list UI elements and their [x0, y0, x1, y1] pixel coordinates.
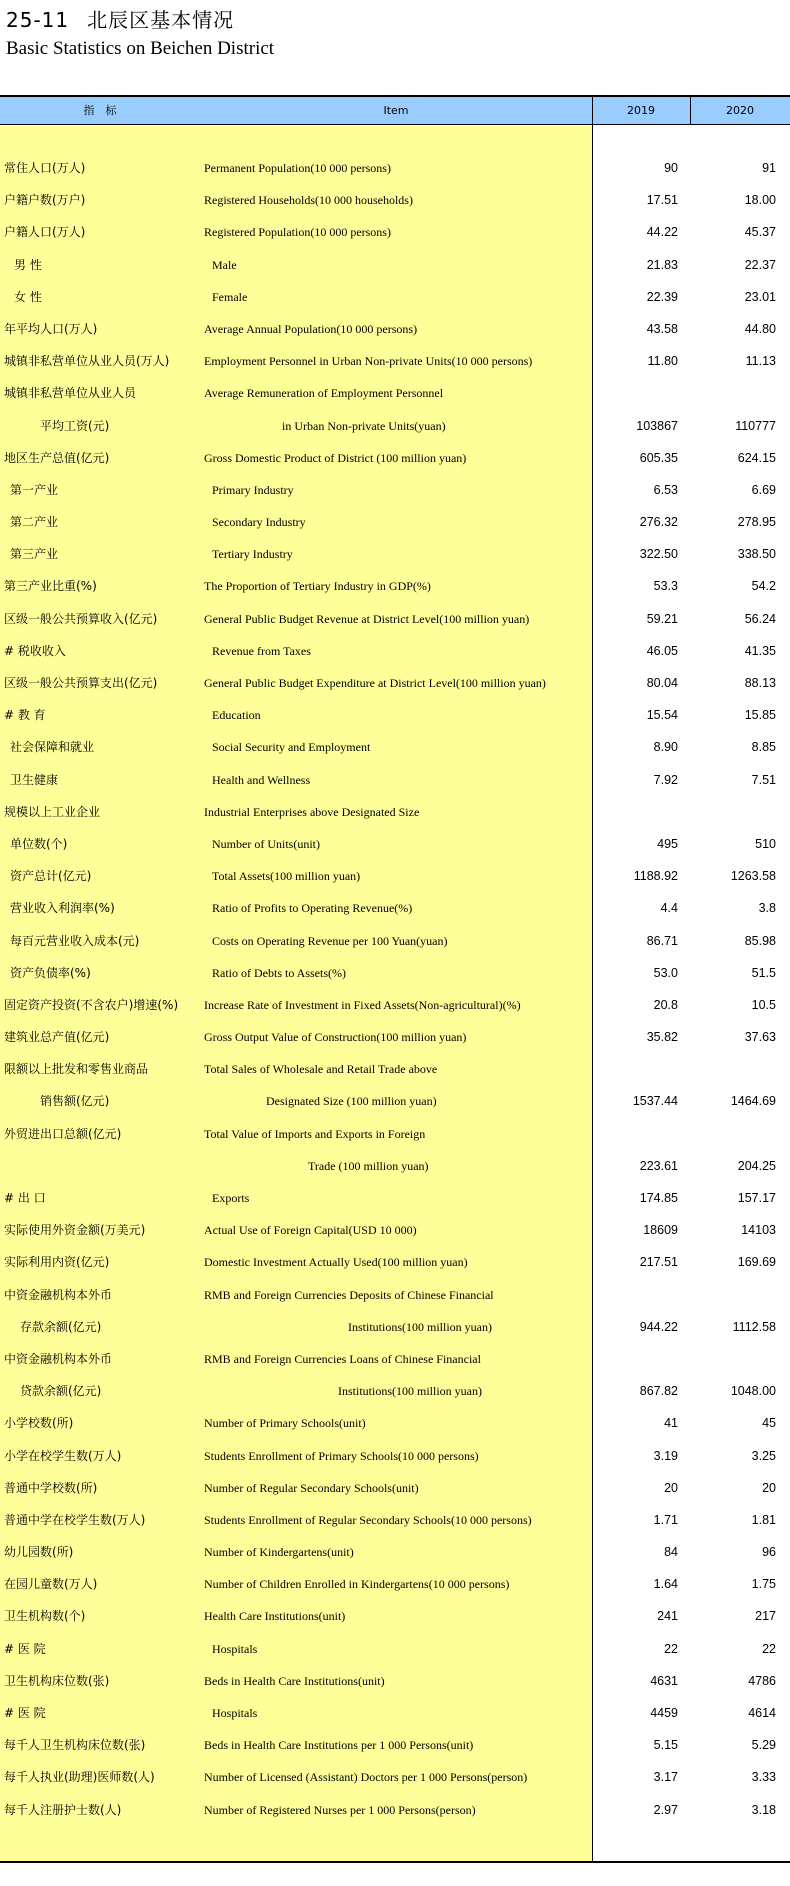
- table-row: [0, 603, 790, 635]
- value-2019: 15.54: [646, 708, 678, 723]
- row-label-cn: 每千人卫生机构床位数(张): [4, 1738, 146, 1753]
- value-2020: 37.63: [744, 1030, 776, 1045]
- row-label-cn: 区级一般公共预算收入(亿元): [4, 611, 158, 626]
- row-label-en: Domestic Investment Actually Used(100 million yuan): [204, 1255, 468, 1270]
- row-label-cn: 普通中学校数(所): [4, 1480, 98, 1495]
- value-2020: 11.13: [745, 354, 776, 369]
- row-label-en: Health Care Institutions(unit): [204, 1609, 346, 1624]
- value-2019: 4631: [650, 1673, 678, 1688]
- row-label-cn: 男 性: [14, 257, 42, 272]
- row-label-en: Number of Primary Schools(unit): [204, 1416, 366, 1431]
- row-label-en: Number of Units(unit): [212, 836, 320, 851]
- row-label-cn: 户籍人口(万人): [4, 225, 86, 240]
- row-label-cn: 平均工资(元): [40, 418, 110, 433]
- value-2019: 59.21: [646, 611, 678, 626]
- row-label-cn: 城镇非私营单位从业人员: [4, 386, 137, 401]
- row-label-en: Beds in Health Care Institutions per 1 000 Persons(unit): [204, 1738, 474, 1753]
- table-row: [0, 1182, 790, 1214]
- value-2019: 7.92: [653, 772, 678, 787]
- value-2019: 18609: [643, 1223, 678, 1238]
- value-2020: 1112.58: [732, 1319, 776, 1334]
- table-row: [0, 249, 790, 281]
- table-row: [0, 506, 790, 538]
- table-row: [0, 377, 790, 409]
- row-label-en: Institutions(100 million yuan): [348, 1319, 492, 1334]
- row-label-cn: 中资金融机构本外币: [4, 1351, 113, 1366]
- row-label-cn: # 税收收入: [4, 643, 66, 658]
- value-2019: 103867: [636, 418, 678, 433]
- row-label-cn: 第二产业: [10, 515, 59, 530]
- table-title-en: Basic Statistics on Beichen District: [6, 38, 275, 59]
- row-label-cn: 每千人注册护士数(人): [4, 1802, 122, 1817]
- row-label-en: Social Security and Employment: [212, 740, 371, 755]
- row-label-cn: 第三产业: [10, 547, 59, 562]
- value-2020: 91: [762, 161, 776, 175]
- row-label-en: RMB and Foreign Currencies Loans of Chinese Financial: [204, 1351, 481, 1366]
- value-2020: 4614: [748, 1706, 776, 1720]
- row-label-en: Hospitals: [212, 1641, 258, 1656]
- table-row: [0, 345, 790, 377]
- value-2020: 510: [755, 836, 776, 851]
- value-2020: 3.18: [751, 1802, 776, 1817]
- row-label-en: Total Sales of Wholesale and Retail Trade above: [204, 1062, 438, 1077]
- row-label-en: The Proportion of Tertiary Industry in GDP(%): [204, 579, 431, 594]
- table-row: [0, 538, 790, 570]
- row-label-cn: 社会保障和就业: [10, 740, 95, 755]
- row-label-en: RMB and Foreign Currencies Deposits of Chinese Financial: [204, 1287, 494, 1302]
- table-row: [0, 892, 790, 924]
- row-label-en: Revenue from Taxes: [212, 643, 311, 658]
- row-label-cn: 在园儿童数(万人): [4, 1577, 98, 1592]
- table-title-cn: [6, 4, 234, 33]
- value-2020: 44.80: [744, 321, 776, 336]
- value-2020: 18.00: [744, 193, 776, 208]
- table-row: [0, 1150, 790, 1182]
- row-label-cn: 资产负债率(%): [10, 965, 91, 980]
- value-2019: 80.04: [646, 676, 678, 690]
- value-2020: 3.25: [751, 1448, 776, 1463]
- row-label-en: Number of Licensed (Assistant) Doctors per 1 000 Persons(person): [204, 1770, 528, 1785]
- row-label-cn: 区级一般公共预算支出(亿元): [4, 676, 158, 690]
- table-row: [0, 1407, 790, 1439]
- table-row: [0, 828, 790, 860]
- row-label-en: Students Enrollment of Regular Secondary Schools(10 000 persons): [204, 1512, 532, 1527]
- statistics-table: [0, 95, 790, 1863]
- row-label-en: Students Enrollment of Primary Schools(10 000 persons): [204, 1448, 479, 1463]
- table-header: [0, 95, 790, 125]
- table-row: [0, 184, 790, 216]
- table-row: [0, 281, 790, 313]
- table-row: [0, 635, 790, 667]
- row-label-en: Exports: [212, 1191, 250, 1205]
- row-label-en: Number of Regular Secondary Schools(unit): [204, 1480, 419, 1495]
- value-2019: 43.58: [646, 321, 678, 336]
- table-row: [0, 1633, 790, 1665]
- row-label-cn: 女 性: [14, 289, 42, 304]
- row-label-cn: 户籍户数(万户): [4, 193, 86, 208]
- table-row: [0, 925, 790, 957]
- table-row: [0, 1794, 790, 1826]
- row-label-en: General Public Budget Expenditure at District Level(100 million yuan): [204, 676, 546, 690]
- value-2019: 21.83: [646, 257, 678, 272]
- table-row: [0, 1085, 790, 1117]
- value-2020: 45: [762, 1416, 776, 1431]
- row-label-en: General Public Budget Revenue at District Level(100 million yuan): [204, 611, 530, 626]
- table-body: [0, 152, 790, 1826]
- row-label-cn: 固定资产投资(不含农户)增速(%): [4, 997, 179, 1012]
- value-2019: 495: [657, 836, 678, 851]
- row-label-en: in Urban Non-private Units(yuan): [282, 418, 446, 433]
- row-label-cn: 卫生机构数(个): [4, 1609, 86, 1624]
- table-row: [0, 1697, 790, 1729]
- row-label-en: Female: [212, 289, 248, 304]
- value-2020: 1.81: [751, 1512, 776, 1527]
- value-2019: 53.0: [653, 965, 678, 980]
- row-label-en: Institutions(100 million yuan): [338, 1384, 482, 1399]
- header-2019: 2019: [627, 104, 655, 117]
- row-label-en: Tertiary Industry: [212, 547, 293, 562]
- row-label-en: Health and Wellness: [212, 772, 311, 787]
- row-label-en: Designated Size (100 million yuan): [266, 1094, 437, 1109]
- row-label-en: Registered Population(10 000 persons): [204, 225, 391, 240]
- table-row: [0, 699, 790, 731]
- row-label-cn: 年平均人口(万人): [4, 321, 98, 336]
- row-label-cn: 地区生产总值(亿元): [4, 450, 110, 465]
- value-2020: 278.95: [737, 515, 776, 530]
- table-row: [0, 410, 790, 442]
- row-label-cn: 限额以上批发和零售业商品: [4, 1062, 149, 1077]
- row-label-en: Number of Registered Nurses per 1 000 Persons(person): [204, 1802, 476, 1817]
- value-2020: 8.85: [751, 740, 776, 755]
- row-label-en: Actual Use of Foreign Capital(USD 10 000): [204, 1223, 417, 1238]
- table-row: [0, 570, 790, 602]
- row-label-en: Beds in Health Care Institutions(unit): [204, 1673, 385, 1688]
- table-row: [0, 989, 790, 1021]
- value-2019: 90: [664, 161, 678, 175]
- table-row: [0, 1568, 790, 1600]
- value-2020: 204.25: [737, 1158, 776, 1173]
- row-label-cn: 卫生健康: [10, 772, 59, 787]
- row-label-cn: 规模以上工业企业: [4, 804, 101, 819]
- value-2019: 20: [664, 1480, 678, 1495]
- value-2019: 22: [664, 1641, 678, 1656]
- row-label-cn: 贷款余额(亿元): [20, 1384, 102, 1399]
- value-2020: 45.37: [744, 225, 776, 240]
- row-label-en: Ratio of Debts to Assets(%): [212, 965, 346, 980]
- row-label-cn: 第一产业: [10, 482, 59, 497]
- table-row: [0, 667, 790, 699]
- value-2019: 17.51: [646, 193, 678, 208]
- value-2019: 1.64: [653, 1577, 678, 1592]
- value-2019: 2.97: [653, 1802, 678, 1817]
- value-2020: 1263.58: [730, 869, 776, 884]
- table-number: 25-11: [6, 8, 70, 32]
- row-label-en: Increase Rate of Investment in Fixed Assets(Non-agricultural)(%): [204, 997, 521, 1012]
- value-2020: 85.98: [744, 933, 776, 948]
- row-label-en: Industrial Enterprises above Designated Size: [204, 804, 420, 819]
- value-2019: 605.35: [639, 450, 678, 465]
- value-2019: 22.39: [646, 289, 678, 304]
- row-label-cn: 实际利用内资(亿元): [4, 1255, 110, 1270]
- table-row: [0, 957, 790, 989]
- value-2020: 41.35: [744, 643, 776, 658]
- value-2019: 3.17: [653, 1770, 678, 1785]
- value-2019: 276.32: [639, 515, 678, 530]
- table-row: [0, 1504, 790, 1536]
- value-2019: 6.53: [653, 482, 678, 497]
- value-2019: 867.82: [639, 1384, 678, 1399]
- row-label-cn: 中资金融机构本外币: [4, 1287, 113, 1302]
- value-2019: 217.51: [639, 1255, 678, 1270]
- table-row: [0, 1761, 790, 1793]
- value-2019: 11.80: [647, 354, 678, 369]
- value-2020: 1048.00: [730, 1384, 776, 1399]
- row-label-en: Employment Personnel in Urban Non-private Units(10 000 persons): [204, 354, 533, 369]
- value-2019: 4459: [650, 1706, 678, 1720]
- value-2019: 3.19: [653, 1448, 678, 1463]
- value-2020: 15.85: [744, 708, 776, 723]
- table-row: [0, 1665, 790, 1697]
- table-row: [0, 1729, 790, 1761]
- row-label-cn: 常住人口(万人): [4, 161, 86, 175]
- row-label-en: Number of Children Enrolled in Kindergartens(10 000 persons): [204, 1577, 510, 1592]
- table-row: [0, 216, 790, 248]
- value-2020: 217: [755, 1609, 776, 1624]
- row-label-cn: # 医 院: [4, 1641, 46, 1656]
- row-label-cn: 卫生机构床位数(张): [4, 1673, 110, 1688]
- value-2019: 1537.44: [632, 1094, 678, 1109]
- value-2019: 46.05: [646, 643, 678, 658]
- table-row: [0, 1053, 790, 1085]
- row-label-cn: 资产总计(亿元): [10, 869, 92, 884]
- value-2019: 5.15: [653, 1738, 678, 1753]
- table-row: [0, 1600, 790, 1632]
- table-row: [0, 1214, 790, 1246]
- value-2020: 3.8: [758, 901, 776, 916]
- row-label-en: Costs on Operating Revenue per 100 Yuan(yuan): [212, 933, 448, 948]
- header-indicator: 指 标: [83, 104, 117, 117]
- table-row: [0, 313, 790, 345]
- row-label-en: Ratio of Profits to Operating Revenue(%): [212, 901, 413, 916]
- row-label-cn: 销售额(亿元): [40, 1094, 110, 1109]
- table-row: [0, 1536, 790, 1568]
- value-2020: 1.75: [751, 1577, 776, 1592]
- value-2019: 8.90: [653, 740, 678, 755]
- row-label-en: Registered Households(10 000 households): [204, 193, 413, 208]
- row-label-cn: # 出 口: [4, 1191, 46, 1205]
- value-2019: 44.22: [646, 225, 678, 240]
- row-label-en: Trade (100 million yuan): [308, 1158, 429, 1173]
- header-item: Item: [383, 104, 409, 117]
- table-row: [0, 1375, 790, 1407]
- title-cn-text: 北辰区基本情况: [87, 8, 235, 32]
- value-2020: 7.51: [751, 772, 776, 787]
- value-2019: 174.85: [639, 1191, 678, 1205]
- value-2020: 5.29: [751, 1738, 776, 1753]
- row-label-cn: # 教 育: [4, 708, 46, 723]
- table-row: [0, 796, 790, 828]
- value-2019: 41: [664, 1416, 678, 1431]
- value-2019: 223.61: [639, 1158, 678, 1173]
- value-2020: 4786: [748, 1673, 776, 1688]
- row-label-en: Average Remuneration of Employment Personnel: [204, 386, 444, 401]
- row-label-cn: 每千人执业(助理)医师数(人): [4, 1770, 155, 1785]
- value-2020: 54.2: [751, 579, 776, 594]
- table-row: [0, 860, 790, 892]
- value-2019: 53.3: [653, 579, 678, 594]
- table-row: [0, 1343, 790, 1375]
- table-row: [0, 731, 790, 763]
- row-label-en: Secondary Industry: [212, 515, 306, 530]
- table-row: [0, 152, 790, 184]
- value-2020: 22.37: [744, 257, 776, 272]
- row-label-en: Male: [212, 257, 237, 272]
- row-label-en: Education: [212, 708, 261, 723]
- value-2019: 20.8: [653, 997, 678, 1012]
- value-2019: 944.22: [639, 1319, 678, 1334]
- value-2020: 110777: [735, 418, 776, 433]
- value-2020: 51.5: [751, 965, 776, 980]
- row-label-en: Hospitals: [212, 1706, 258, 1720]
- table-row: [0, 1246, 790, 1278]
- row-label-en: Average Annual Population(10 000 persons): [204, 321, 418, 336]
- table-row: [0, 764, 790, 796]
- row-label-cn: 外贸进出口总额(亿元): [4, 1126, 122, 1141]
- table-row: [0, 1118, 790, 1150]
- row-label-cn: 营业收入利润率(%): [10, 901, 115, 916]
- row-label-cn: 普通中学在校学生数(万人): [4, 1512, 146, 1527]
- value-2020: 3.33: [751, 1770, 776, 1785]
- value-2020: 20: [762, 1480, 776, 1495]
- row-label-cn: 小学校数(所): [4, 1416, 74, 1431]
- row-label-cn: 单位数(个): [10, 836, 68, 851]
- value-2020: 6.69: [751, 482, 776, 497]
- row-label-cn: 建筑业总产值(亿元): [4, 1030, 110, 1045]
- row-label-cn: 实际使用外资金额(万美元): [4, 1223, 146, 1238]
- value-2020: 1464.69: [730, 1094, 776, 1109]
- value-2020: 96: [762, 1545, 776, 1560]
- table-row: [0, 1311, 790, 1343]
- table-row: [0, 1279, 790, 1311]
- row-label-en: Gross Output Value of Construction(100 million yuan): [204, 1030, 467, 1045]
- row-label-en: Total Assets(100 million yuan): [212, 869, 361, 884]
- row-label-en: Permanent Population(10 000 persons): [204, 161, 391, 175]
- header-column-divider: [690, 95, 691, 125]
- value-2020: 338.50: [737, 547, 776, 562]
- row-label-cn: # 医 院: [4, 1706, 46, 1720]
- value-2020: 10.5: [751, 997, 776, 1012]
- value-2019: 1188.92: [633, 869, 678, 884]
- table-row: [0, 442, 790, 474]
- value-2019: 35.82: [646, 1030, 678, 1045]
- row-label-cn: 城镇非私营单位从业人员(万人): [4, 354, 170, 369]
- row-label-en: Gross Domestic Product of District (100 million yuan): [204, 450, 467, 465]
- table-row: [0, 474, 790, 506]
- row-label-cn: 小学在校学生数(万人): [4, 1448, 122, 1463]
- value-2019: 1.71: [653, 1512, 678, 1527]
- value-2019: 84: [664, 1545, 678, 1560]
- row-label-en: Number of Kindergartens(unit): [204, 1545, 354, 1560]
- row-label-cn: 幼儿园数(所): [4, 1545, 74, 1560]
- value-2020: 157.17: [737, 1191, 776, 1205]
- value-2020: 22: [762, 1641, 776, 1656]
- row-label-cn: 每百元营业收入成本(元): [10, 933, 140, 948]
- value-2020: 56.24: [744, 611, 776, 626]
- row-label-en: Primary Industry: [212, 482, 294, 497]
- row-label-cn: 第三产业比重(%): [4, 579, 97, 594]
- table-row: [0, 1021, 790, 1053]
- row-label-cn: 存款余额(亿元): [20, 1319, 102, 1334]
- value-2020: 23.01: [744, 289, 776, 304]
- value-2019: 4.4: [660, 901, 678, 916]
- value-2020: 88.13: [744, 676, 776, 690]
- value-2020: 14103: [741, 1223, 776, 1238]
- header-2020: 2020: [726, 104, 754, 117]
- value-2019: 322.50: [639, 547, 678, 562]
- table-bottom-rule: [0, 1861, 790, 1863]
- value-2020: 169.69: [737, 1255, 776, 1270]
- table-row: [0, 1472, 790, 1504]
- table-row: [0, 1440, 790, 1472]
- value-2019: 86.71: [646, 933, 678, 948]
- row-label-en: Total Value of Imports and Exports in Foreign: [204, 1126, 426, 1141]
- value-2019: 241: [657, 1609, 678, 1624]
- value-2020: 624.15: [737, 450, 776, 465]
